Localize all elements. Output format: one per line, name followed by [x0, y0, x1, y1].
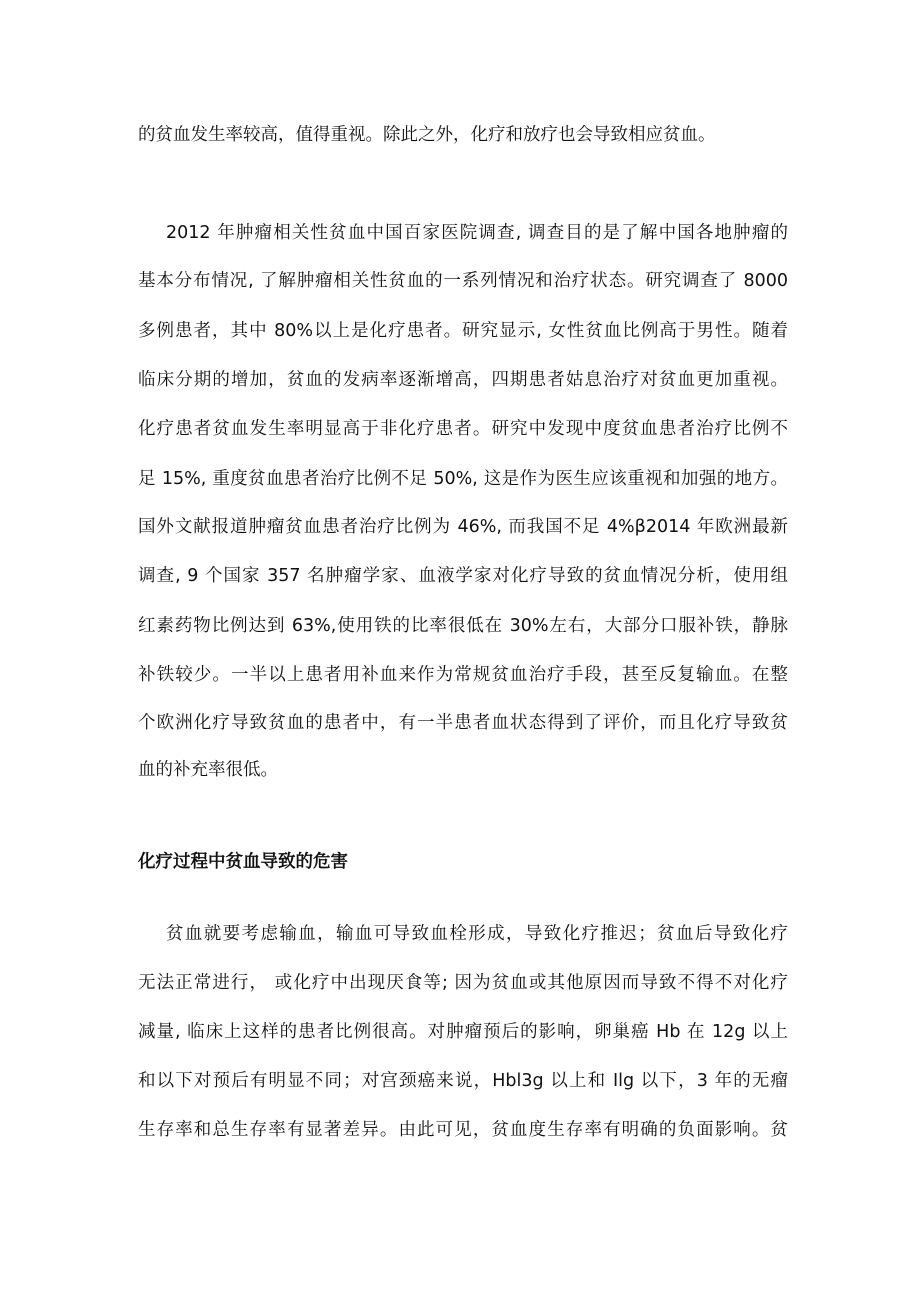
paragraph-1-line: 调查, 9 个国家 357 名肿瘤学家、血液学家对化疗导致的贫血情况分析，使用组: [138, 566, 788, 586]
paragraph-1-line: 多例患者，其中 80%以上是化疗患者。研究显示, 女性贫血比例高于男性。随着: [138, 321, 788, 341]
paragraph-1-line: 国外文献报道肿瘤贫血患者治疗比例为 46%, 而我国不足 4%β2014 年欧洲最新: [138, 517, 788, 537]
paragraph-1-line: 血的补充率很低。: [138, 760, 278, 780]
paragraph-1-line: 红素药物比例达到 63%,使用铁的比率很低在 30%左右，大部分口服补铁，静脉: [138, 616, 788, 636]
paragraph-2-line: 减量, 临床上这样的患者比例很高。对肿瘤预后的影响，卵巢癌 Hb 在 12g 以上: [138, 1022, 788, 1042]
paragraph-2-line: 无法正常进行， 或化疗中出现厌食等; 因为贫血或其他原因而导致不得不对化疗: [138, 973, 788, 993]
paragraph-1-line: 临床分期的增加，贫血的发病率逐渐增高，四期患者姑息治疗对贫血更加重视。: [138, 370, 788, 390]
paragraph-1-line: 基本分布情况, 了解肿瘤相关性贫血的一系列情况和治疗状态。研究调查了 8000: [138, 271, 788, 291]
paragraph-2-line: 贫血就要考虑输血，输血可导致血栓形成，导致化疗推迟；贫血后导致化疗: [166, 924, 788, 944]
paragraph-1-line: 化疗患者贫血发生率明显高于非化疗患者。研究中发现中度贫血患者治疗比例不: [138, 419, 788, 439]
paragraph-1-line: 2012 年肿瘤相关性贫血中国百家医院调查, 调查目的是了解中国各地肿瘤的: [166, 223, 788, 243]
paragraph-2-line: 和以下对预后有明显不同；对宫颈癌来说，Hbl3g 以上和 Ilg 以下，3 年的无瘤: [138, 1071, 788, 1091]
paragraph-1-line: 个欧洲化疗导致贫血的患者中，有一半患者血状态得到了评价，而且化疗导致贫: [138, 713, 788, 733]
paragraph-1-line: 足 15%, 重度贫血患者治疗比例不足 50%, 这是作为医生应该重视和加强的地方。: [138, 469, 788, 489]
paragraph-2-line: 生存率和总生存率有显著差异。由此可见，贫血度生存率有明确的负面影响。贫: [138, 1120, 788, 1140]
section-heading: 化疗过程中贫血导致的危害: [138, 852, 348, 872]
intro-tail-line: 的贫血发生率较高，值得重视。除此之外，化疗和放疗也会导致相应贫血。: [138, 125, 716, 145]
paragraph-1-line: 补铁较少。一半以上患者用补血来作为常规贫血治疗手段，甚至反复输血。在整: [138, 665, 788, 685]
